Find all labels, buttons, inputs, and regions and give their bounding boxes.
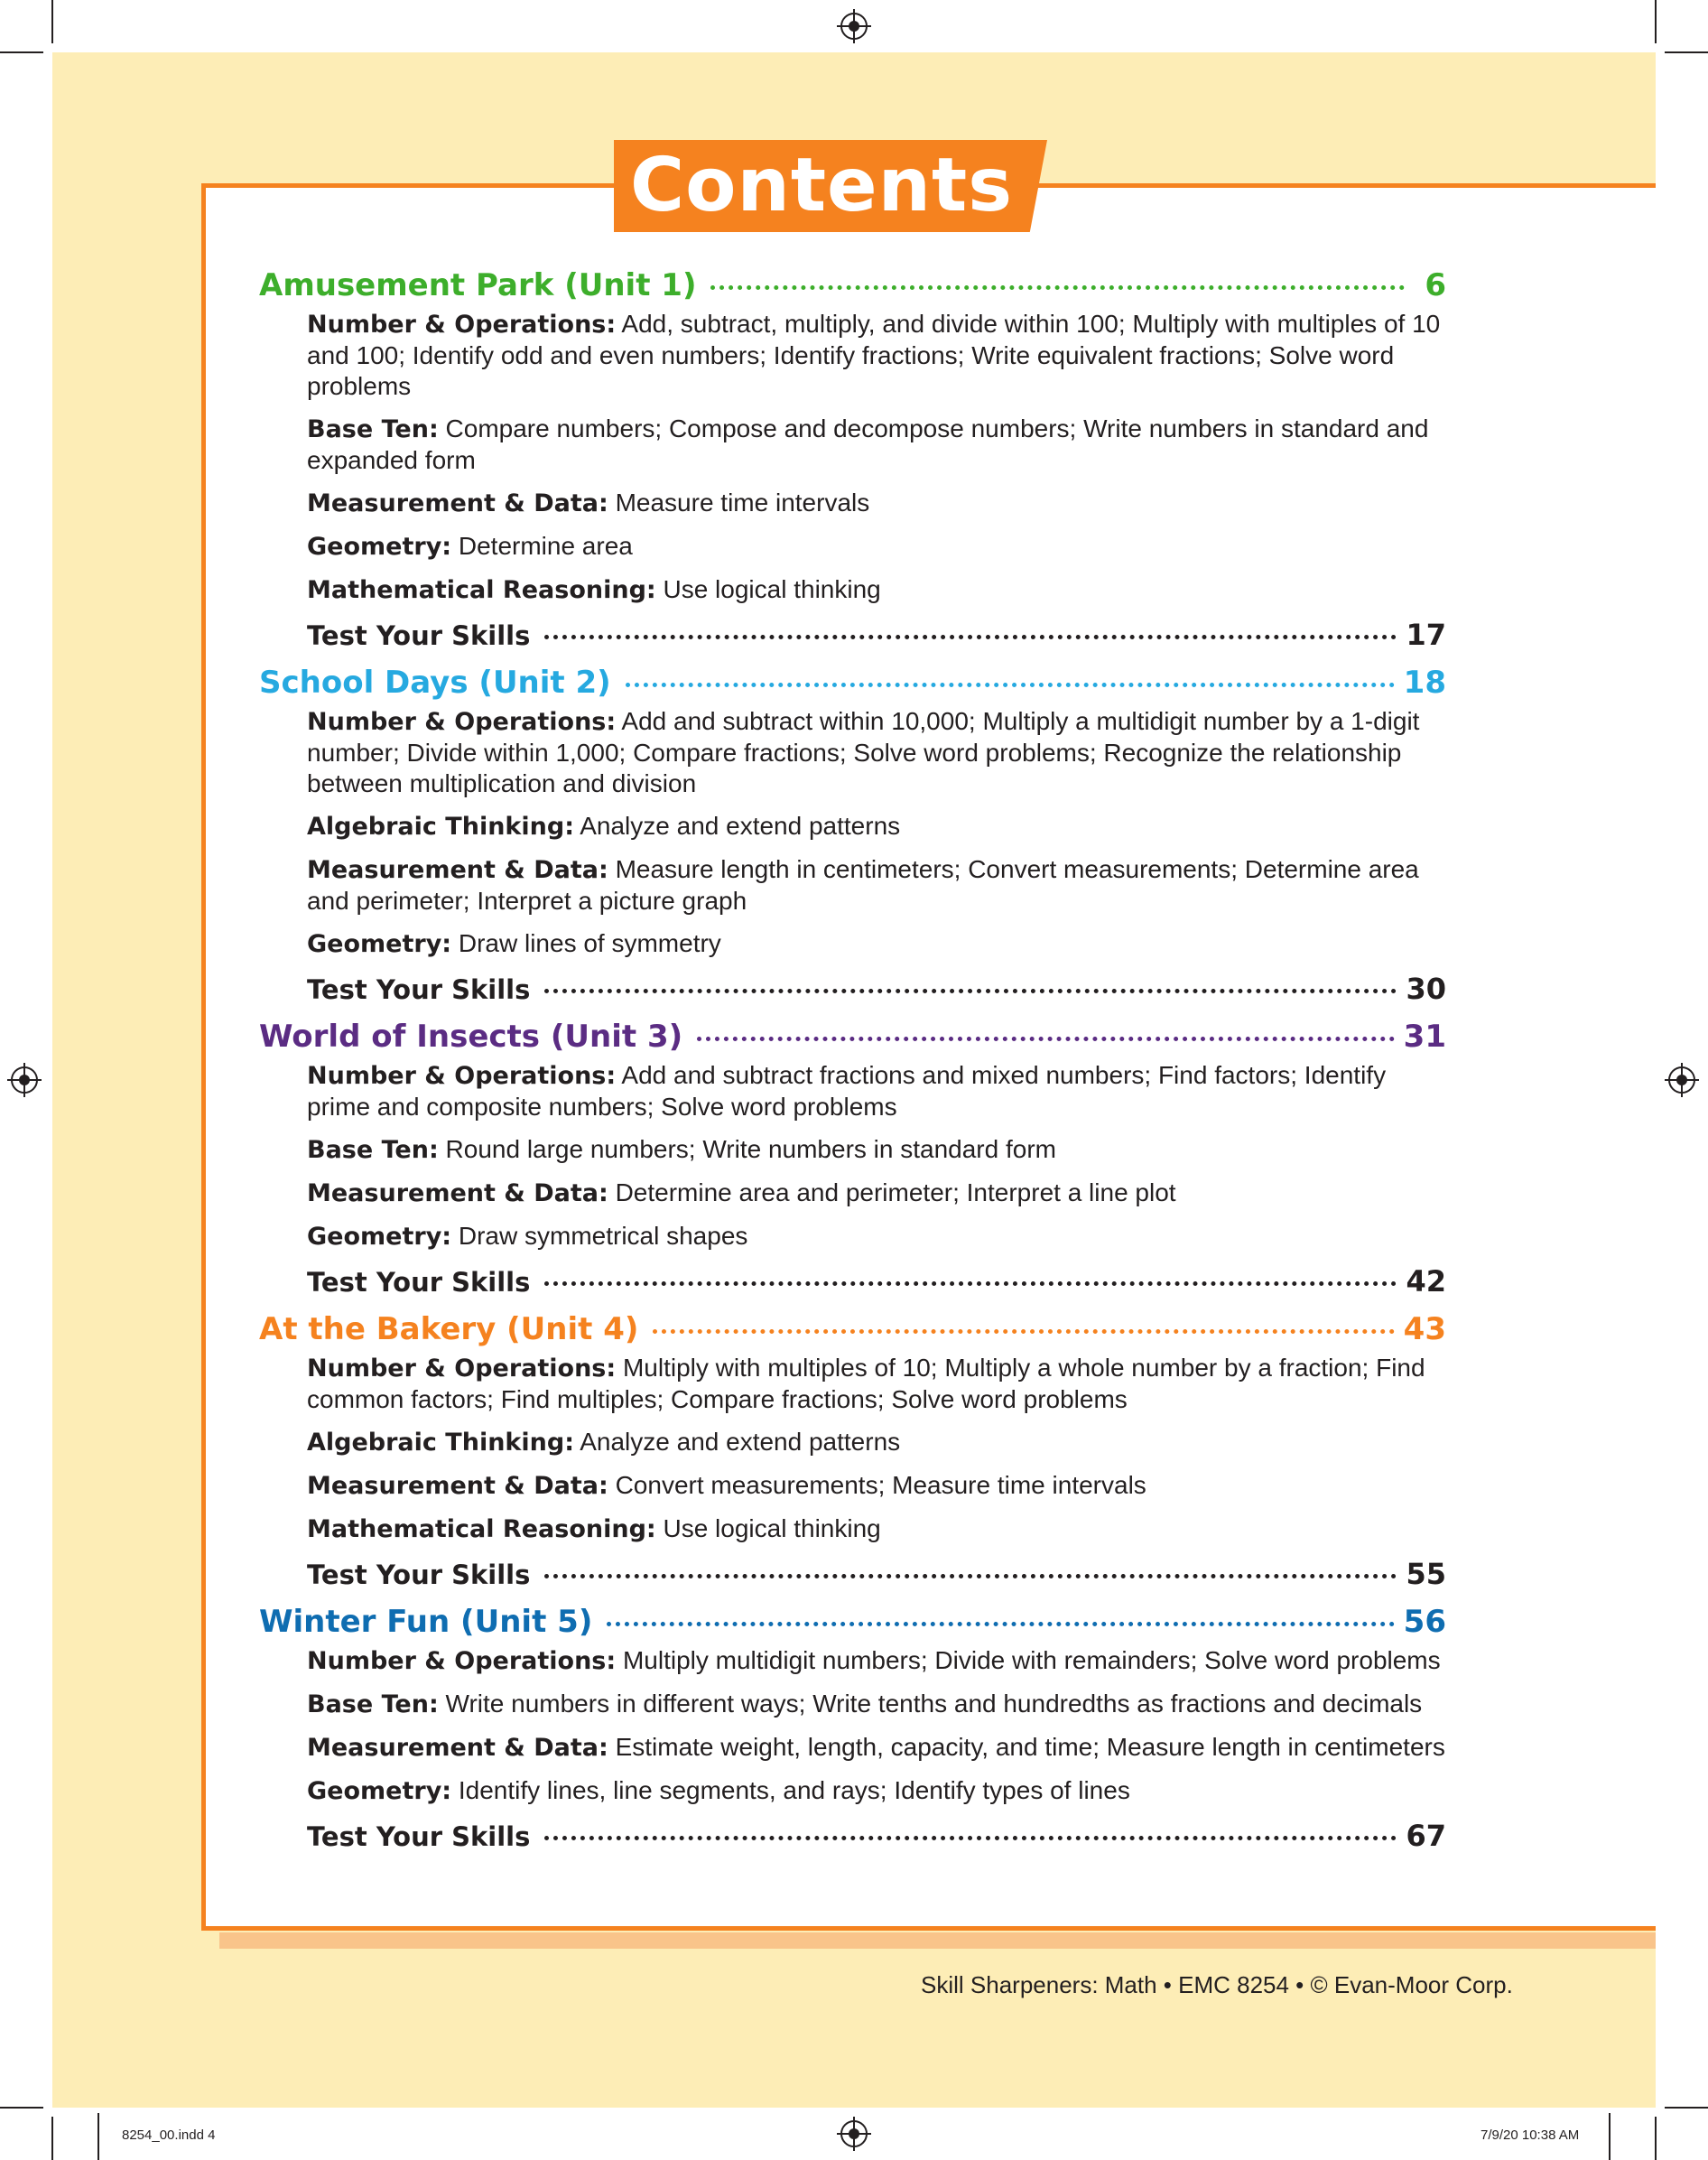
skill-entry xyxy=(307,1689,1446,1720)
crop-mark xyxy=(97,2113,99,2160)
registration-mark-icon xyxy=(840,13,868,40)
crop-mark xyxy=(0,51,43,53)
skill-text: Round large numbers; Write numbers in standard form xyxy=(438,1135,1056,1163)
unit-2-section xyxy=(259,665,1446,1006)
skill-entry xyxy=(307,1775,1446,1807)
skill-entry xyxy=(307,574,1446,606)
dot-leader xyxy=(653,1329,1394,1334)
skill-label: Measurement & Data: xyxy=(307,489,608,517)
skill-label: Geometry: xyxy=(307,1777,452,1805)
crop-mark xyxy=(1665,51,1708,53)
table-of-contents xyxy=(259,267,1446,1866)
skill-entry xyxy=(307,1427,1446,1458)
unit-1-title: Amusement Park (Unit 1) xyxy=(259,267,697,303)
unit-1-section xyxy=(259,267,1446,652)
unit-4-page: 43 xyxy=(1403,1311,1446,1347)
skill-text: Multiply with multiples of 10; Multiply a whole number by a fraction; Find common factors; Find multiples; Compare fractions; Solve word problems xyxy=(307,1354,1425,1413)
test-label: Test Your Skills xyxy=(307,974,531,1005)
unit-4-header[interactable] xyxy=(259,1311,1446,1351)
skill-entry xyxy=(307,1645,1446,1677)
test-page: 42 xyxy=(1406,1264,1446,1299)
dot-leader xyxy=(710,285,1405,290)
skill-label: Measurement & Data: xyxy=(307,856,608,884)
skill-text: Compare numbers; Compose and decompose numbers; Write numbers in standard and expanded form xyxy=(307,414,1429,474)
skill-entry xyxy=(307,1353,1446,1415)
skill-text: Add and subtract fractions and mixed numbers; Find factors; Identify prime and composite numbers; Solve word problems xyxy=(307,1061,1387,1121)
crop-mark xyxy=(1665,2107,1708,2109)
dot-leader xyxy=(544,635,1397,639)
skill-label: Measurement & Data: xyxy=(307,1179,608,1207)
skill-label: Number & Operations: xyxy=(307,1355,617,1383)
skill-text: Determine area and perimeter; Interpret a line plot xyxy=(608,1178,1176,1206)
test-page: 17 xyxy=(1406,618,1446,652)
unit-3-test-your-skills[interactable] xyxy=(307,1264,1446,1299)
skill-entry xyxy=(307,414,1446,476)
unit-4-test-your-skills[interactable] xyxy=(307,1557,1446,1591)
skill-entry xyxy=(307,1060,1446,1122)
unit-3-title: World of Insects (Unit 3) xyxy=(259,1019,683,1055)
skill-text: Analyze and extend patterns xyxy=(574,812,901,840)
crop-mark xyxy=(1655,2117,1657,2160)
unit-5-title: Winter Fun (Unit 5) xyxy=(259,1604,593,1640)
unit-2-skills xyxy=(307,706,1446,1006)
test-page: 67 xyxy=(1406,1819,1446,1853)
test-page: 55 xyxy=(1406,1557,1446,1591)
skill-text: Estimate weight, length, capacity, and time; Measure length in centimeters xyxy=(608,1733,1445,1761)
skill-entry xyxy=(307,1221,1446,1252)
test-label: Test Your Skills xyxy=(307,620,531,651)
unit-5-skills xyxy=(307,1645,1446,1853)
skill-entry xyxy=(307,1134,1446,1166)
skill-text: Determine area xyxy=(451,532,633,560)
skill-label: Mathematical Reasoning: xyxy=(307,576,656,604)
skill-label: Number & Operations: xyxy=(307,1647,617,1675)
skill-entry xyxy=(307,706,1446,799)
skill-text: Convert measurements; Measure time intervals xyxy=(608,1471,1146,1499)
card-shadow xyxy=(219,1932,1656,1949)
dot-leader xyxy=(544,989,1397,993)
test-label: Test Your Skills xyxy=(307,1559,531,1590)
unit-2-page: 18 xyxy=(1403,665,1446,701)
skill-label: Mathematical Reasoning: xyxy=(307,1515,656,1543)
skill-entry xyxy=(307,854,1446,917)
skill-label: Measurement & Data: xyxy=(307,1734,608,1762)
crop-mark xyxy=(51,0,53,43)
skill-entry xyxy=(307,928,1446,960)
unit-3-page: 31 xyxy=(1403,1019,1446,1055)
unit-4-section xyxy=(259,1311,1446,1591)
skill-text: Use logical thinking xyxy=(655,575,881,603)
unit-4-skills xyxy=(307,1353,1446,1591)
crop-mark xyxy=(0,2107,43,2109)
skill-label: Number & Operations: xyxy=(307,708,617,736)
unit-1-page: 6 xyxy=(1425,267,1446,303)
skill-label: Geometry: xyxy=(307,1223,452,1251)
registration-mark-icon xyxy=(1668,1066,1695,1094)
dot-leader xyxy=(544,1281,1397,1286)
test-page: 30 xyxy=(1406,972,1446,1006)
dot-leader xyxy=(697,1037,1395,1041)
skill-text: Draw lines of symmetry xyxy=(451,929,721,957)
skill-text: Measure time intervals xyxy=(608,489,870,517)
skill-text: Multiply multidigit numbers; Divide with remainders; Solve word problems xyxy=(616,1646,1441,1674)
skill-label: Geometry: xyxy=(307,930,452,958)
skill-entry xyxy=(307,531,1446,563)
unit-1-header[interactable] xyxy=(259,267,1446,307)
test-label: Test Your Skills xyxy=(307,1267,531,1298)
crop-mark xyxy=(1655,0,1657,43)
unit-1-test-your-skills[interactable] xyxy=(307,618,1446,652)
unit-5-header[interactable] xyxy=(259,1604,1446,1643)
date-slug: 7/9/20 10:38 AM xyxy=(1481,2127,1580,2143)
test-label: Test Your Skills xyxy=(307,1821,531,1852)
dot-leader xyxy=(626,683,1395,687)
unit-2-test-your-skills[interactable] xyxy=(307,972,1446,1006)
unit-3-header[interactable] xyxy=(259,1019,1446,1058)
crop-mark xyxy=(1609,2113,1611,2160)
registration-mark-icon xyxy=(11,1066,38,1094)
skill-text: Analyze and extend patterns xyxy=(574,1428,901,1456)
skill-text: Add and subtract within 10,000; Multiply a multidigit number by a 1-digit number; Divide within 1,000; Compare fractions; Solve word problems; Recognize the relationship between multiplication and division xyxy=(307,707,1420,797)
page-footer: Skill Sharpeners: Math • EMC 8254 • © Evan-Moor Corp. xyxy=(921,1971,1513,1998)
skill-entry xyxy=(307,811,1446,843)
unit-5-page: 56 xyxy=(1403,1604,1446,1640)
skill-entry xyxy=(307,1470,1446,1502)
unit-3-section xyxy=(259,1019,1446,1299)
dot-leader xyxy=(544,1574,1397,1578)
unit-1-skills xyxy=(307,309,1446,652)
skill-text: Write numbers in different ways; Write tenths and hundredths as fractions and decimals xyxy=(438,1690,1423,1718)
file-slug: 8254_00.indd 4 xyxy=(122,2127,216,2143)
skill-entry xyxy=(307,1178,1446,1209)
skill-entry xyxy=(307,488,1446,519)
skill-label: Measurement & Data: xyxy=(307,1472,608,1500)
dot-leader xyxy=(607,1622,1394,1626)
unit-3-skills xyxy=(307,1060,1446,1299)
skill-label: Base Ten: xyxy=(307,415,439,443)
registration-mark-icon xyxy=(840,2120,868,2147)
skill-text: Identify lines, line segments, and rays; Identify types of lines xyxy=(451,1776,1130,1804)
unit-2-header[interactable] xyxy=(259,665,1446,704)
page-title: Contents xyxy=(629,143,1014,228)
skill-label: Algebraic Thinking: xyxy=(307,1429,574,1457)
unit-2-title: School Days (Unit 2) xyxy=(259,665,611,701)
skill-entry xyxy=(307,309,1446,402)
skill-label: Geometry: xyxy=(307,533,452,561)
unit-5-test-your-skills[interactable] xyxy=(307,1819,1446,1853)
unit-5-section xyxy=(259,1604,1446,1853)
skill-entry xyxy=(307,1513,1446,1545)
skill-label: Number & Operations: xyxy=(307,1062,617,1090)
skill-label: Algebraic Thinking: xyxy=(307,813,574,841)
unit-4-title: At the Bakery (Unit 4) xyxy=(259,1311,639,1347)
skill-text: Use logical thinking xyxy=(655,1514,881,1542)
crop-mark xyxy=(51,2117,53,2160)
skill-text: Add, subtract, multiply, and divide within 100; Multiply with multiples of 10 and 100; Identify odd and even numbers; Identify fractions; Write equivalent fractions; Solve word problems xyxy=(307,310,1441,400)
skill-label: Number & Operations: xyxy=(307,311,617,339)
skill-text: Draw symmetrical shapes xyxy=(451,1222,748,1250)
skill-label: Base Ten: xyxy=(307,1136,439,1164)
skill-entry xyxy=(307,1732,1446,1764)
dot-leader xyxy=(544,1836,1397,1840)
skill-label: Base Ten: xyxy=(307,1690,439,1718)
skill-text: Measure length in centimeters; Convert measurements; Determine area and perimeter; Interpret a picture graph xyxy=(307,855,1419,915)
